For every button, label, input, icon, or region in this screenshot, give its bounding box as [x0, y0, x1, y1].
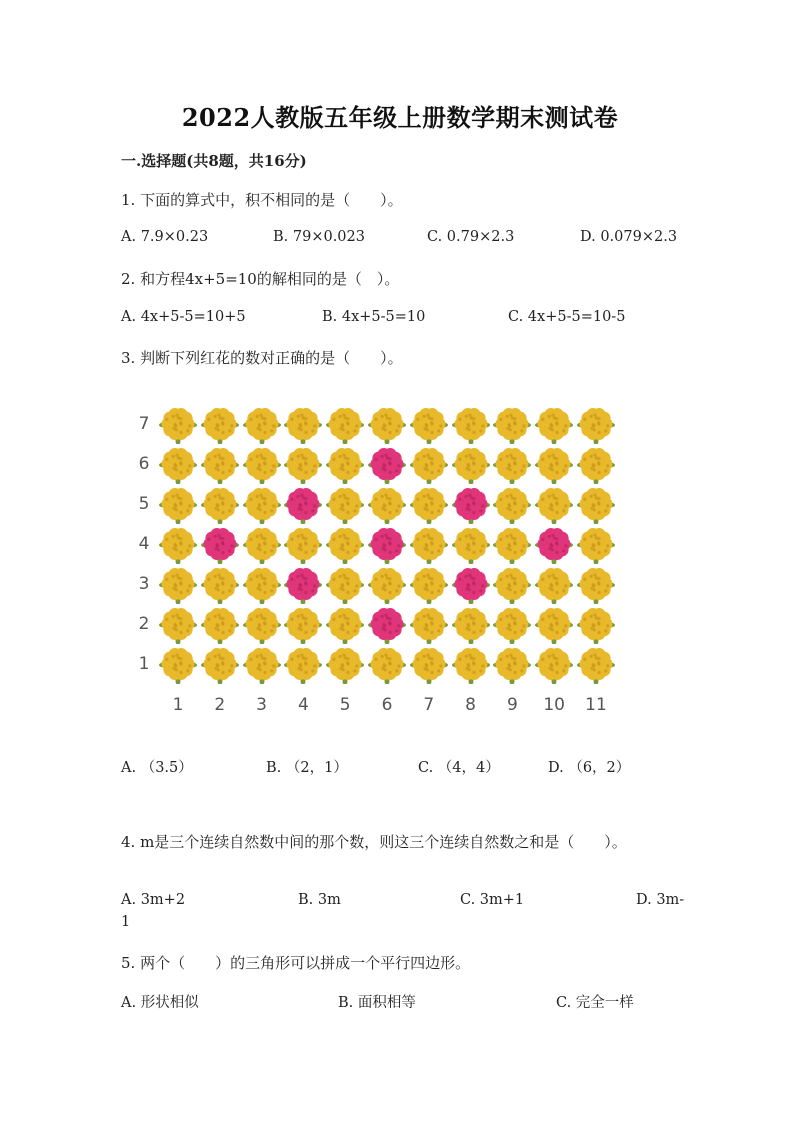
- flower-grid: [120, 398, 640, 718]
- yellow-flower: [326, 406, 364, 444]
- yellow-flower: [368, 486, 406, 524]
- yellow-flower: [159, 566, 197, 604]
- yellow-flower: [243, 446, 281, 484]
- question-2-option-a: A. 4x+5-5=10+5: [121, 309, 246, 325]
- grid-column-label: 7: [423, 695, 435, 715]
- red-flower: [452, 566, 490, 604]
- yellow-flower: [326, 566, 364, 604]
- yellow-flower: [577, 526, 615, 564]
- question-2-option-c: C. 4x+5-5=10-5: [508, 309, 626, 325]
- yellow-flower: [368, 566, 406, 604]
- question-4-option-d-wrap: 1: [121, 914, 131, 930]
- yellow-flower: [577, 446, 615, 484]
- grid-row-label: 7: [138, 414, 150, 434]
- yellow-flower: [410, 446, 448, 484]
- red-flower: [368, 446, 406, 484]
- question-4-text: 4. m是三个连续自然数中间的那个数，则这三个连续自然数之和是（ ）。: [121, 833, 627, 851]
- yellow-flower: [577, 646, 615, 684]
- yellow-flower: [410, 566, 448, 604]
- question-3-option-d: D. （6，2）: [548, 760, 631, 776]
- yellow-flower: [159, 486, 197, 524]
- yellow-flower: [284, 406, 322, 444]
- yellow-flower: [577, 486, 615, 524]
- question-3-option-c: C. （4，4）: [418, 760, 500, 776]
- yellow-flower: [535, 446, 573, 484]
- question-5-option-a: A. 形状相似: [121, 995, 199, 1011]
- question-3-option-a: A. （3.5）: [121, 760, 193, 776]
- yellow-flower: [535, 606, 573, 644]
- yellow-flower: [577, 566, 615, 604]
- yellow-flower: [159, 406, 197, 444]
- grid-column-label: 5: [339, 695, 351, 715]
- grid-column-label: 1: [172, 695, 184, 715]
- grid-column-label: 8: [465, 695, 476, 715]
- yellow-flower: [452, 526, 490, 564]
- yellow-flower: [159, 646, 197, 684]
- yellow-flower: [326, 646, 364, 684]
- question-3-text: 3. 判断下列红花的数对正确的是（ ）。: [121, 349, 403, 367]
- yellow-flower: [243, 566, 281, 604]
- question-1-option-b: B. 79×0.023: [273, 229, 365, 245]
- red-flower: [368, 606, 406, 644]
- question-5-option-c: C. 完全一样: [556, 995, 634, 1011]
- yellow-flower: [493, 446, 531, 484]
- yellow-flower: [493, 526, 531, 564]
- question-5-text: 5. 两个（ ）的三角形可以拼成一个平行四边形。: [121, 954, 471, 972]
- yellow-flower: [243, 486, 281, 524]
- yellow-flower: [284, 606, 322, 644]
- yellow-flower: [159, 606, 197, 644]
- question-4-option-b: B. 3m: [298, 892, 341, 908]
- yellow-flower: [535, 646, 573, 684]
- grid-column-label: 10: [543, 695, 565, 715]
- red-flower: [201, 526, 239, 564]
- question-2-option-b: B. 4x+5-5=10: [322, 309, 426, 325]
- yellow-flower: [452, 646, 490, 684]
- yellow-flower: [243, 606, 281, 644]
- question-5-option-b: B. 面积相等: [338, 995, 416, 1011]
- grid-row-label: 6: [138, 454, 150, 474]
- grid-column-label: 4: [297, 695, 309, 715]
- yellow-flower: [243, 406, 281, 444]
- yellow-flower: [284, 646, 322, 684]
- red-flower: [535, 526, 573, 564]
- yellow-flower: [410, 646, 448, 684]
- grid-column-label: 6: [381, 695, 393, 715]
- red-flower: [284, 566, 322, 604]
- yellow-flower: [410, 486, 448, 524]
- question-4-option-c: C. 3m+1: [460, 892, 525, 908]
- yellow-flower: [326, 446, 364, 484]
- yellow-flower: [493, 606, 531, 644]
- grid-row-label: 3: [138, 574, 150, 594]
- grid-row-label: 5: [138, 494, 150, 514]
- yellow-flower: [493, 566, 531, 604]
- yellow-flower: [535, 406, 573, 444]
- yellow-flower: [243, 526, 281, 564]
- grid-row-label: 1: [138, 654, 150, 674]
- question-1-text: 1. 下面的算式中，积不相同的是（ ）。: [121, 191, 403, 209]
- question-4-option-d: D. 3m-: [636, 892, 685, 908]
- yellow-flower: [159, 526, 197, 564]
- yellow-flower: [368, 646, 406, 684]
- yellow-flower: [326, 606, 364, 644]
- yellow-flower: [201, 606, 239, 644]
- yellow-flower: [159, 446, 197, 484]
- yellow-flower: [452, 606, 490, 644]
- yellow-flower: [243, 646, 281, 684]
- yellow-flower: [284, 526, 322, 564]
- yellow-flower: [410, 606, 448, 644]
- yellow-flower: [326, 486, 364, 524]
- grid-column-label: 9: [506, 695, 518, 715]
- red-flower: [368, 526, 406, 564]
- grid-column-label: 11: [585, 695, 607, 715]
- page-title: 2022人教版五年级上册数学期末测试卷: [181, 103, 619, 132]
- yellow-flower: [410, 526, 448, 564]
- red-flower: [284, 486, 322, 524]
- section-heading: 一.选择题(共8题，共16分): [121, 152, 307, 170]
- yellow-flower: [201, 406, 239, 444]
- yellow-flower: [326, 526, 364, 564]
- yellow-flower: [201, 566, 239, 604]
- question-1-option-c: C. 0.79×2.3: [427, 229, 515, 245]
- yellow-flower: [410, 406, 448, 444]
- grid-column-label: 2: [214, 695, 226, 715]
- question-1-option-a: A. 7.9×0.23: [121, 229, 209, 245]
- yellow-flower: [452, 446, 490, 484]
- question-3-option-b: B. （2，1）: [266, 760, 348, 776]
- yellow-flower: [493, 486, 531, 524]
- yellow-flower: [201, 486, 239, 524]
- question-1-option-d: D. 0.079×2.3: [580, 229, 678, 245]
- yellow-flower: [577, 406, 615, 444]
- yellow-flower: [535, 566, 573, 604]
- yellow-flower: [201, 646, 239, 684]
- red-flower: [452, 486, 490, 524]
- yellow-flower: [493, 646, 531, 684]
- question-4-option-a: A. 3m+2: [121, 892, 186, 908]
- yellow-flower: [493, 406, 531, 444]
- grid-row-label: 4: [138, 534, 150, 554]
- yellow-flower: [452, 406, 490, 444]
- yellow-flower: [535, 486, 573, 524]
- yellow-flower: [577, 606, 615, 644]
- grid-column-label: 3: [256, 695, 267, 715]
- question-2-text: 2. 和方程4x+5=10的解相同的是（ ）。: [121, 270, 400, 288]
- yellow-flower: [368, 406, 406, 444]
- yellow-flower: [201, 446, 239, 484]
- yellow-flower: [284, 446, 322, 484]
- grid-row-label: 2: [138, 614, 150, 634]
